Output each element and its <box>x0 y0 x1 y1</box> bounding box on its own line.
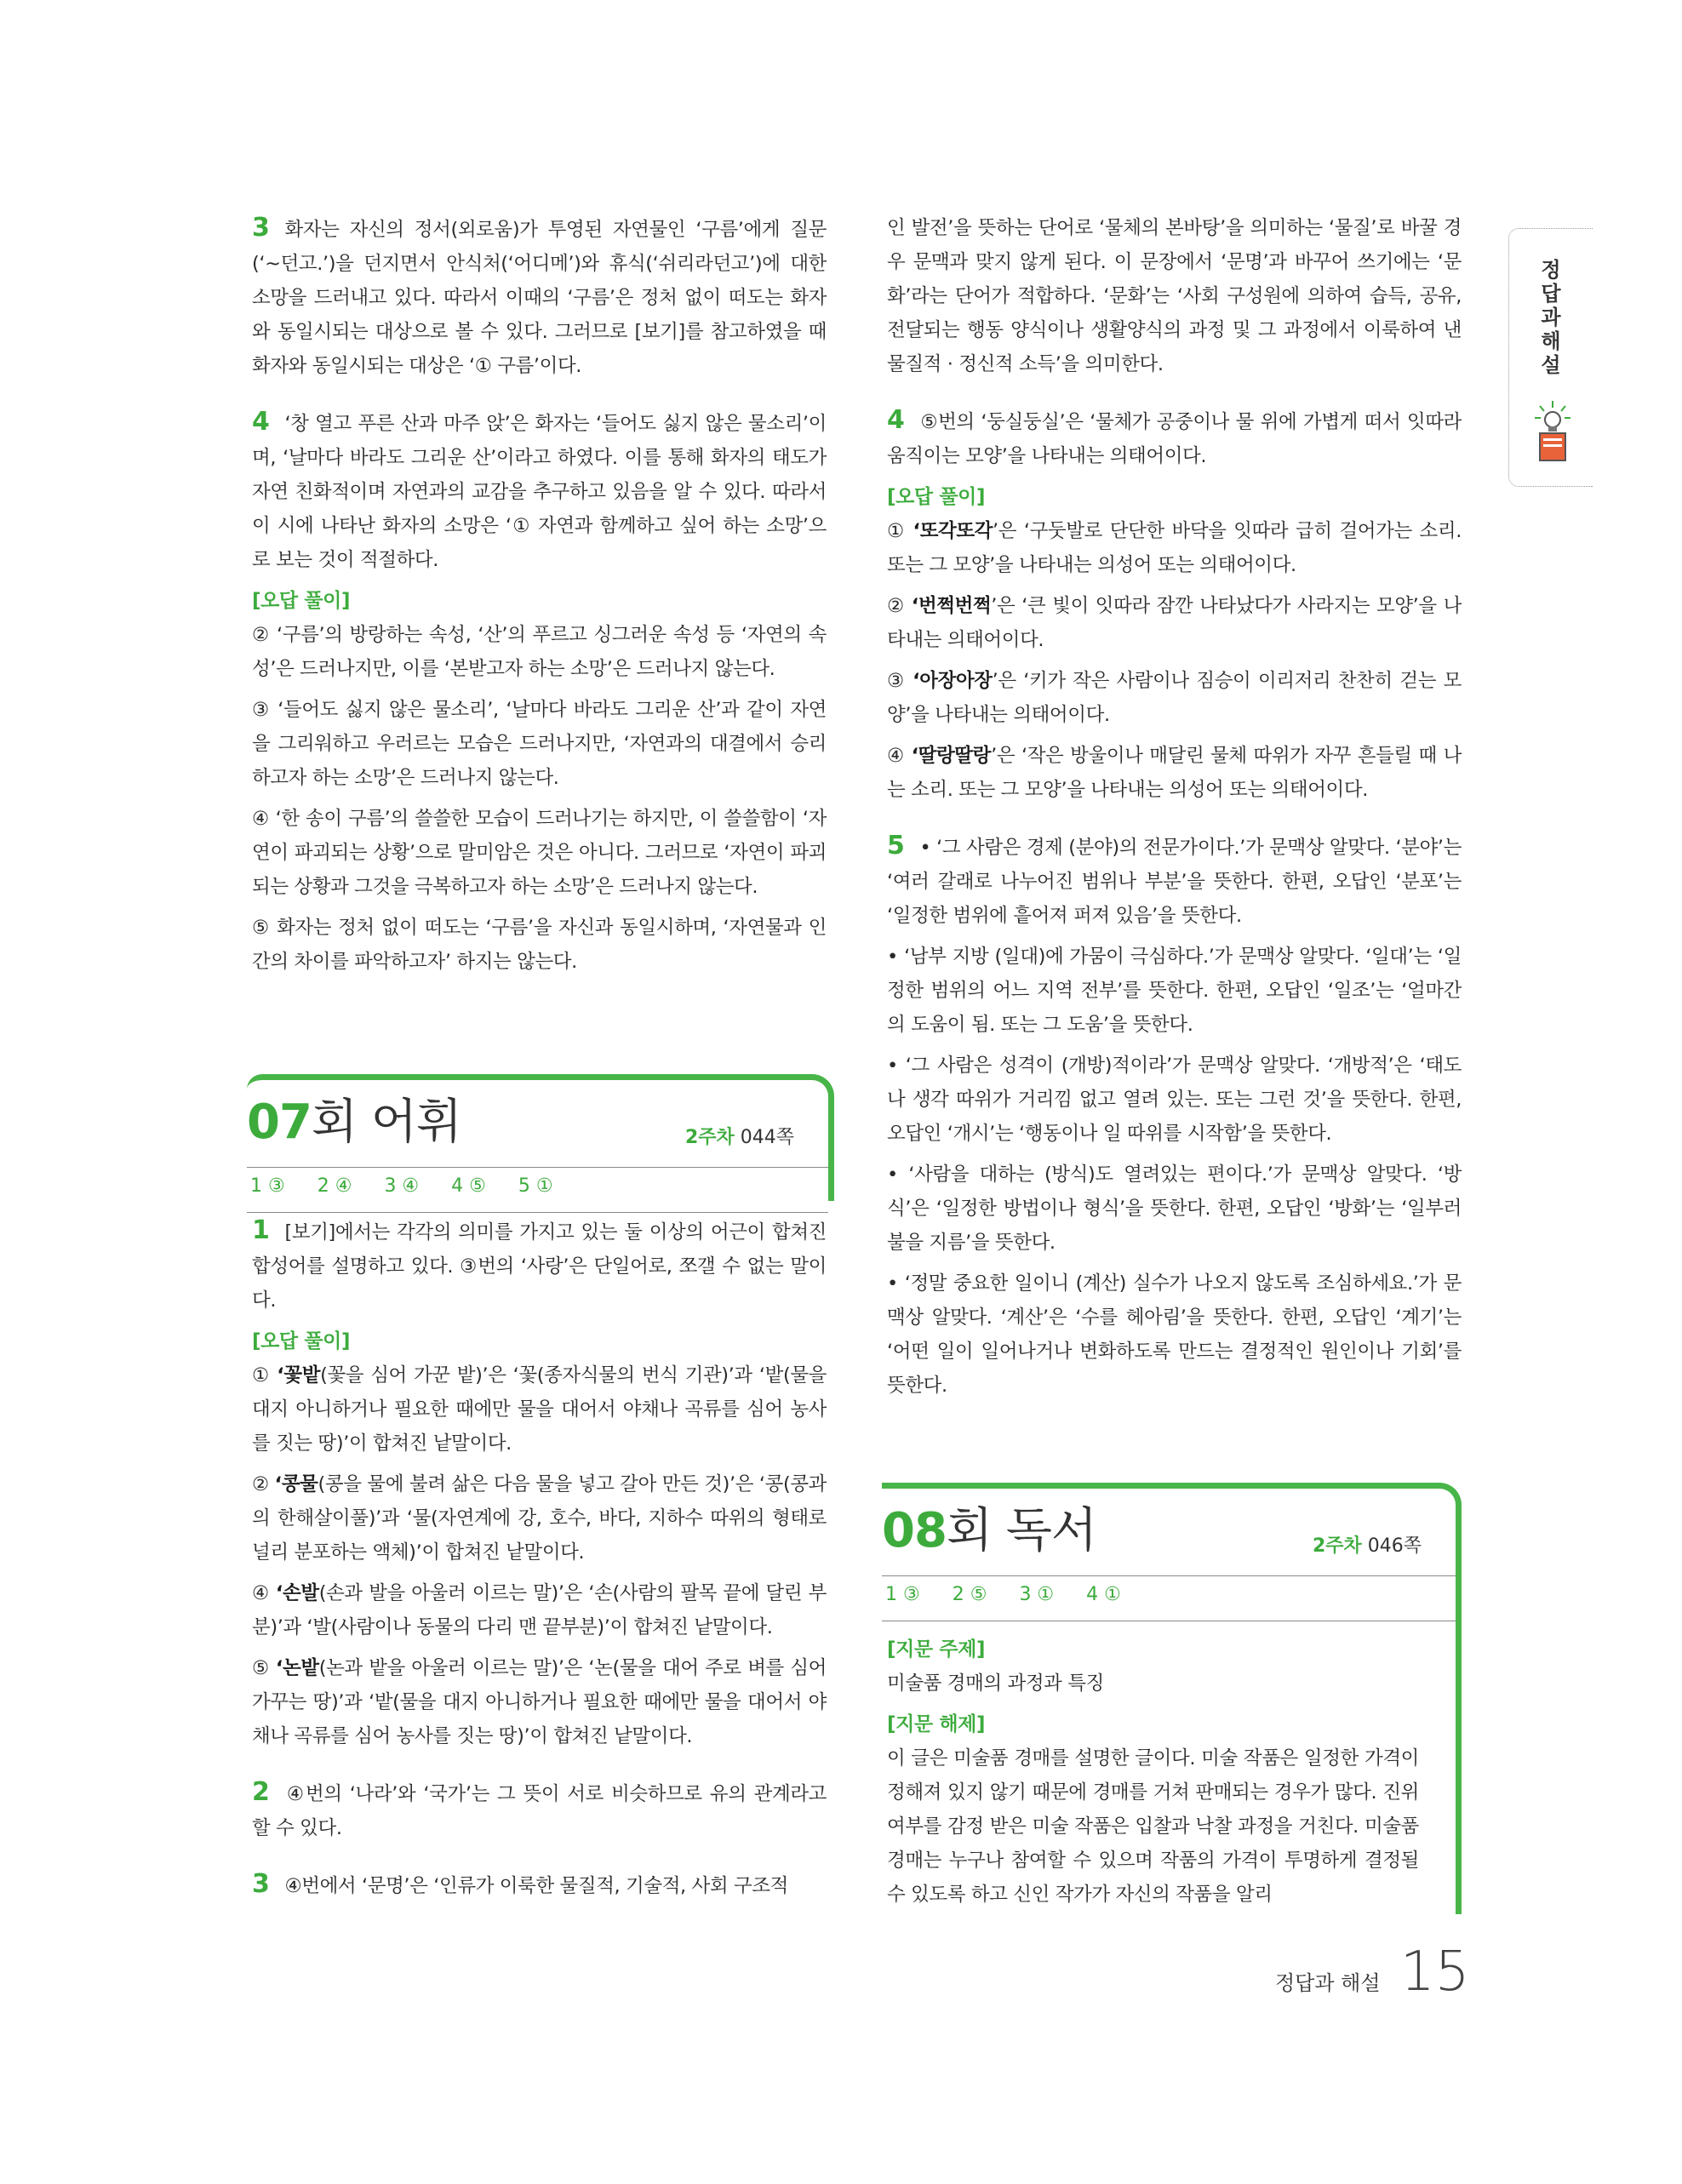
side-tab <box>1508 228 1593 487</box>
bullet-1: • ‘그 사람은 경제 (분야)의 전문가이다.’가 문맥상 알맞다. ‘분야’는 ‘여러 갈래로 나누어진 범위나 부분’을 뜻한다. 한편, 오답인 ‘분포’는 ‘일정한 범위에 흩어져 퍼져 있음’을 뜻한다. <box>887 837 1462 927</box>
page-ref: 046쪽 <box>1367 1535 1422 1557</box>
answer-4-poem <box>252 405 827 979</box>
section-title <box>247 1097 461 1148</box>
week-page-ref <box>1313 1531 1422 1558</box>
answer-1-vocab <box>252 1214 827 1753</box>
question-number: 3 <box>252 1869 270 1899</box>
wrong-answer-1: ① ‘꽃밭(꽃을 심어 가꾼 밭)’은 ‘꽃(종자식물의 번식 기관)’과 ‘밭(물을 대지 아니하거나 필요한 때에만 물을 대어서 야채나 곡류를 심어 농사를 짓는 땅)’이 합쳐진 낱말이다. <box>252 1364 827 1455</box>
answer-item: 4 ⑤ <box>451 1175 486 1197</box>
answer-item: 2 ④ <box>317 1175 352 1197</box>
bullet-5: • ‘정말 중요한 일이니 (계산) 실수가 나오지 않도록 조심하세요.’가 문맥상 알맞다. ‘계산’은 ‘수를 헤아림’을 뜻한다. 한편, 오답인 ‘계기’는 ‘어떤 일이 일어나거나 변화하도록 만드는 결정적인 원인이나 기회’를 뜻한다. <box>887 1272 1462 1397</box>
answer-item: 1 ③ <box>885 1584 920 1605</box>
side-tab-label: 정 답 과 해 설 <box>1541 258 1561 377</box>
wrong-answer-heading: [오답 풀이] <box>252 590 351 612</box>
answer-item: 3 ① <box>1019 1584 1055 1605</box>
divider <box>247 1212 828 1213</box>
section-name: 회 독서 <box>946 1503 1097 1558</box>
answer-4-vocab <box>887 403 1462 807</box>
wrong-answer-1: ① ‘또각또각’은 ‘구둣발로 단단한 바닥을 잇따라 급히 걸어가는 소리. 또는 그 모양’을 나타내는 의성어 또는 의태어이다. <box>887 520 1462 576</box>
bullet-2: • ‘남부 지방 (일대)에 가뭄이 극심하다.’가 문맥상 알맞다. ‘일대’는 ‘일정한 범위의 어느 지역 전부’를 뜻한다. 한편, 오답인 ‘일조’는 ‘얼마간의 도움이 됨. 또는 그 도움’을 뜻한다. <box>887 946 1462 1036</box>
answer-5-vocab <box>887 829 1462 1403</box>
week-label: 2주차 <box>684 1127 735 1148</box>
right-column <box>887 211 1462 1425</box>
section-08-content <box>887 1632 1419 1918</box>
topic-text: 미술품 경매의 과정과 특징 <box>887 1672 1104 1695</box>
analysis-text: 이 글은 미술품 경매를 설명한 글이다. 미술 작품은 일정한 가격이 정해져 있지 않기 때문에 경매를 거쳐 판매되는 경우가 많다. 진위 여부를 감정 받은 미술 작품은 입찰과 낙찰 과정을 거친다. 미술품 경매는 누구나 참여할 수 있으며 작품의 가격이 투명하게 결정될 수 있도록 하고 신인 작가가 자신의 작품을 알리 <box>887 1747 1419 1906</box>
wrong-answer-5: ⑤ 화자는 정처 없이 떠도는 ‘구름’을 자신과 동일시하며, ‘자연물과 인간의 차이를 파악하고자’ 하지는 않는다. <box>252 917 827 973</box>
wrong-answer-2: ② ‘구름’의 방랑하는 속성, ‘산’의 푸르고 싱그러운 속성 등 ‘자연의 속성’은 드러나지만, 이를 ‘본받고자 하는 소망’은 드러나지 않는다. <box>252 624 827 680</box>
section-07-header <box>247 1074 834 1201</box>
wrong-answer-heading: [오답 풀이] <box>887 486 986 508</box>
question-number: 4 <box>887 405 905 435</box>
question-number: 3 <box>252 213 270 243</box>
bullet-3: • ‘그 사람은 성격이 (개방)적이라’가 문맥상 알맞다. ‘개방적’은 ‘태도나 생각 따위가 거리낌 없고 열려 있는. 또는 그런 것’을 뜻한다. 한편, 오답인 ‘개시’는 ‘행동이나 일 따위를 시작함’을 뜻한다. <box>887 1055 1462 1145</box>
explanation-text: ⑤번의 ‘둥실둥실’은 ‘물체가 공중이나 물 위에 가볍게 떠서 잇따라 움직이는 모양’을 나타내는 의태어이다. <box>887 411 1462 467</box>
analysis-heading: [지문 해제] <box>887 1713 986 1735</box>
section-number: 07 <box>247 1095 312 1150</box>
answer-item: 5 ① <box>518 1175 553 1197</box>
explanation-text: 화자는 자신의 정서(외로움)가 투영된 자연물인 ‘구름’에게 질문(‘~던고.’)을 던지면서 안식처(‘어디메’)와 휴식(‘쉬리라던고’)에 대한 소망을 드러내고 있다. 따라서 이때의 ‘구름’은 정처 없이 떠도는 화자와 동일시되는 대상으로 볼 수 있다. 그러므로 [보기]를 참고하였을 때 화자와 동일시되는 대상은 ‘① 구름’이다. <box>252 219 827 377</box>
explanation-text: ④번에서 ‘문명’은 ‘인류가 이룩한 물질적, 기술적, 사회 구조적 <box>284 1875 788 1897</box>
explanation-text: ④번의 ‘나라’와 ‘국가’는 그 뜻이 서로 비슷하므로 유의 관계라고 할 수 있다. <box>252 1783 827 1839</box>
explanation-text: 인 발전’을 뜻하는 단어로 ‘물체의 본바탕’을 의미하는 ‘물질’로 바꿀 경우 문맥과 맞지 않게 된다. 이 문장에서 ‘문명’과 바꾸어 쓰기에는 ‘문화’라는 단어가 적합하다. ‘문화’는 ‘사회 구성원에 의하여 습득, 공유, 전달되는 행동 양식이나 생활양식의 과정 및 그 과정에서 이룩하여 낸 물질적 · 정신적 소득’을 의미한다. <box>887 217 1462 375</box>
footer-label: 정답과 해설 <box>1275 1971 1381 1995</box>
answer-2-vocab <box>252 1775 827 1845</box>
page-ref: 044쪽 <box>740 1127 794 1148</box>
explanation-text: ‘창 열고 푸른 산과 마주 앉’은 화자는 ‘들어도 싫지 않은 물소리’이며, ‘날마다 바라도 그리운 산’이라고 하였다. 이를 통해 화자의 태도가 자연 친화적이며 자연과의 교감을 추구하고 있음을 알 수 있다. 따라서 이 시에 나타난 화자의 소망은 ‘① 자연과 함께하고 싶어 하는 소망’으로 보는 것이 적절하다. <box>252 413 827 571</box>
question-number: 2 <box>252 1777 270 1807</box>
wrong-answer-3: ③ ‘아장아장’은 ‘키가 작은 사람이나 짐승이 이리저리 찬찬히 걷는 모양’을 나타내는 의태어이다. <box>887 670 1462 726</box>
divider <box>247 1167 828 1168</box>
left-column <box>252 211 827 1001</box>
bullet-4: • ‘사람을 대하는 (방식)도 열려있는 편이다.’가 문맥상 알맞다. ‘방식’은 ‘일정한 방법이나 형식’을 뜻한다. 한편, 오답인 ‘방화’는 ‘일부러 불을 지름’을 뜻한다. <box>887 1163 1462 1254</box>
week-page-ref <box>685 1123 794 1149</box>
lightbulb-book-icon <box>1531 399 1574 467</box>
wrong-answer-5: ⑤ ‘논밭(논과 밭을 아울러 이르는 말)’은 ‘논(물을 대어 주로 벼를 심어 가꾸는 땅)’과 ‘밭(물을 대지 아니하거나 필요한 때에만 물을 대어서 야채나 곡류를 심어 농사를 짓는 땅)’이 합쳐진 낱말이다. <box>252 1657 827 1747</box>
wrong-answer-2: ② ‘콩물(콩을 물에 불려 삶은 다음 물을 넣고 갈아 만든 것)’은 ‘콩(콩과의 한해살이풀)’과 ‘물(자연계에 강, 호수, 바다, 지하수 따위의 형태로 널리 분포하는 액체)’이 합쳐진 낱말이다. <box>252 1473 827 1564</box>
wrong-answer-4: ④ ‘한 송이 구름’의 쓸쓸한 모습이 드러나기는 하지만, 이 쓸쓸함이 ‘자연이 파괴되는 상황’으로 말미암은 것은 아니다. 그러므로 ‘자연이 파괴되는 상황과 그것을 극복하고자 하는 소망’은 드러나지 않는다. <box>252 808 827 898</box>
topic-heading: [지문 주제] <box>887 1638 986 1661</box>
answer-key <box>250 1175 586 1197</box>
answer-item: 1 ③ <box>250 1175 285 1197</box>
section-title <box>882 1503 1097 1558</box>
wrong-answer-2: ② ‘번쩍번쩍’은 ‘큰 빛이 잇따라 잠깐 나타났다가 사라지는 모양’을 나타내는 의태어이다. <box>887 595 1462 651</box>
question-number: 4 <box>252 407 270 437</box>
wrong-answer-4: ④ ‘딸랑딸랑’은 ‘작은 방울이나 매달린 물체 따위가 자꾸 흔들릴 때 나는 소리. 또는 그 모양’을 나타내는 의성어 또는 의태어이다. <box>887 745 1462 801</box>
wrong-answer-3: ③ ‘들어도 싫지 않은 물소리’, ‘날마다 바라도 그리운 산’과 같이 자연을 그리워하고 우러르는 모습은 드러나지만, ‘자연과의 대결에서 승리하고자 하는 소망’은 드러나지 않는다. <box>252 699 827 789</box>
question-number: 5 <box>887 831 905 860</box>
answer-key <box>885 1584 1153 1605</box>
explanation-text: [보기]에서는 각각의 의미를 가지고 있는 둘 이상의 어근이 합쳐진 합성어를 설명하고 있다. ③번의 ‘사랑’은 단일어로, 쪼갤 수 없는 말이다. <box>252 1221 827 1312</box>
answer-3-vocab <box>252 1867 827 1903</box>
question-number: 1 <box>252 1215 270 1245</box>
answer-item: 3 ④ <box>384 1175 420 1197</box>
answer-3-poem <box>252 211 827 383</box>
answer-item: 2 ⑤ <box>952 1584 987 1605</box>
week-label: 2주차 <box>1312 1535 1362 1557</box>
wrong-answer-4: ④ ‘손발(손과 발을 아울러 이르는 말)’은 ‘손(사람의 팔목 끝에 달린 부분)’과 ‘발(사람이나 동물의 다리 맨 끝부분)’이 합쳐진 낱말이다. <box>252 1582 827 1638</box>
section-name: 회 어휘 <box>311 1095 462 1150</box>
section-number: 08 <box>882 1503 947 1558</box>
answer-item: 4 ① <box>1086 1584 1121 1605</box>
page-number: 15 <box>1400 1941 1470 2004</box>
answer-3-continued <box>887 211 1462 381</box>
wrong-answer-heading: [오답 풀이] <box>252 1330 351 1352</box>
divider <box>882 1575 1456 1576</box>
left-column-lower <box>252 1214 827 1925</box>
